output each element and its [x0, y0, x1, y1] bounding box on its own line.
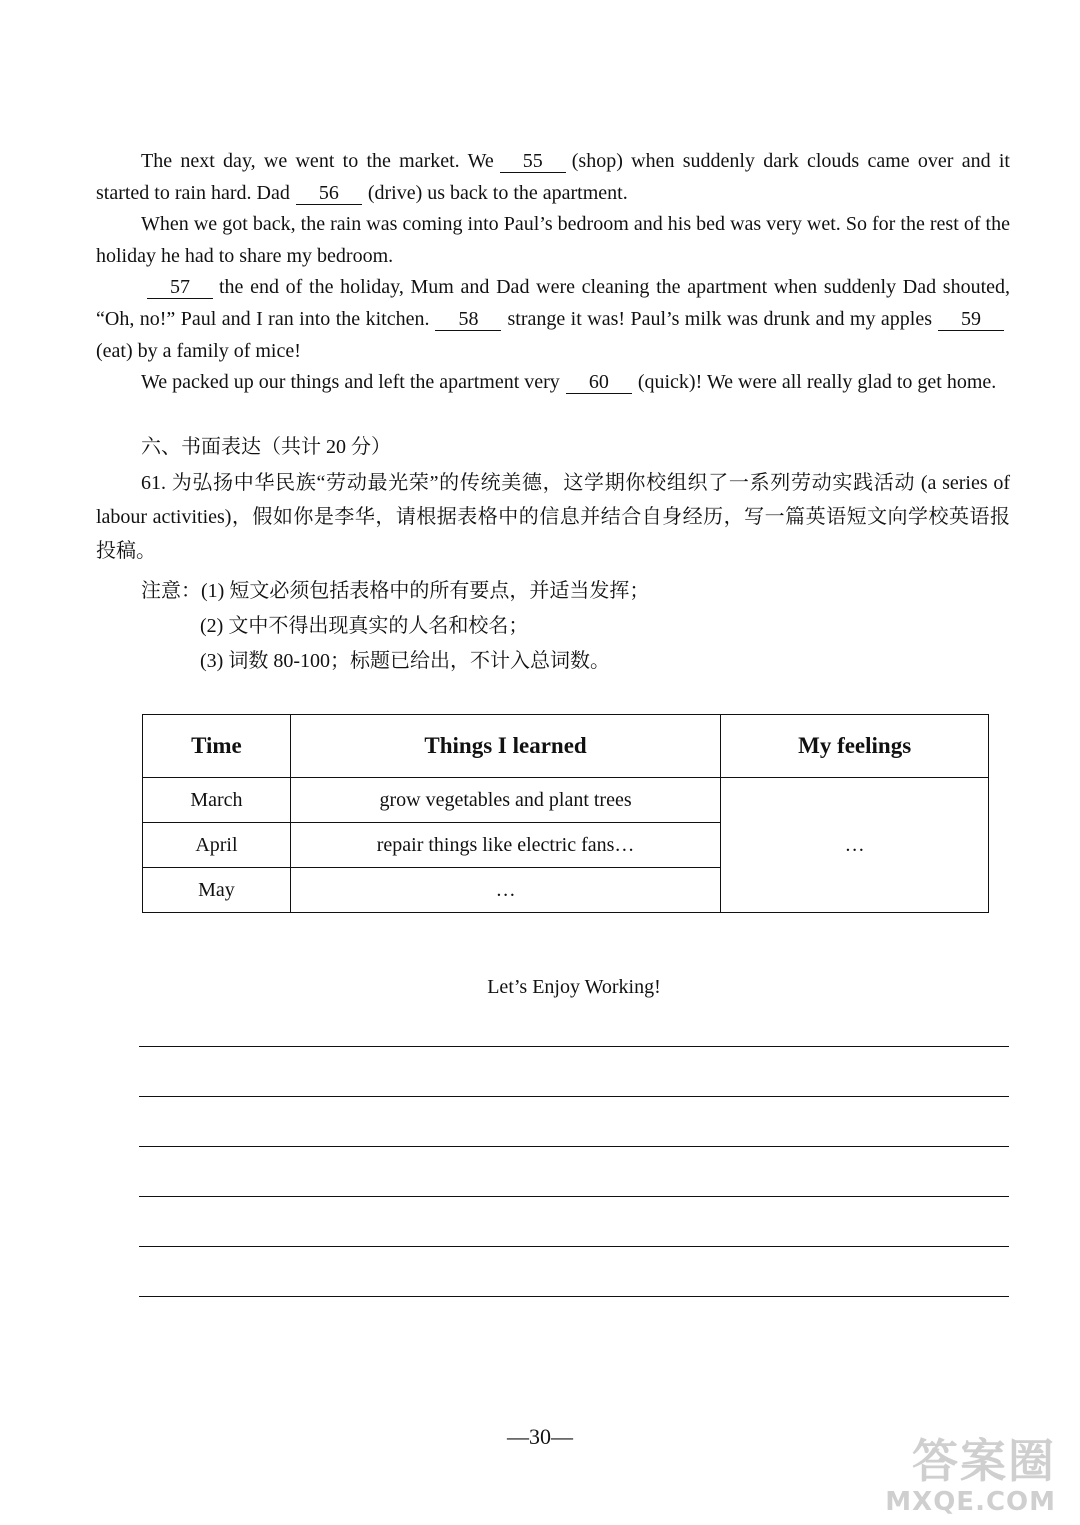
writing-line[interactable]: [139, 1296, 1009, 1297]
writing-line[interactable]: [139, 1046, 1009, 1047]
blank-57[interactable]: 57: [147, 276, 213, 299]
essay-title: Let’s Enjoy Working!: [487, 976, 661, 998]
header-my-feelings: My feelings: [721, 715, 989, 778]
section-heading: 六、书面表达（共计 20 分）: [141, 436, 391, 458]
watermark-bottom: MXQE.COM: [885, 1487, 1056, 1517]
task-instruction: 61. 为弘扬中华民族“劳动最光荣”的传统美德，这学期你校组织了一系列劳动实践活动 (a series of labour activities)，假如你是李华，请根据表格中的信息并结合自身经历，写一篇英语短文向学校英语报投稿。: [96, 472, 1010, 562]
note-3: (3) 词数 80-100；标题已给出，不计入总词数。: [200, 650, 610, 672]
blank-55[interactable]: 55: [500, 150, 566, 173]
blank-60[interactable]: 60: [566, 371, 632, 394]
writing-line[interactable]: [139, 1246, 1009, 1247]
note-2: (2) 文中不得出现真实的人名和校名；: [200, 615, 529, 637]
passage-paragraph-4: We packed up our things and left the apartment very 60 (quick)! We were all really glad to get home.: [141, 371, 997, 393]
table-row: [143, 778, 989, 823]
table-header-row: [143, 715, 989, 778]
writing-line[interactable]: [139, 1196, 1009, 1197]
header-things-learned: Things I learned: [290, 715, 720, 778]
cell-thing: grow vegetables and plant trees: [290, 778, 720, 823]
passage-paragraph-3: 57 the end of the holiday, Mum and Dad were cleaning the apartment when suddenly Dad shouted, “Oh, no!” Paul and I ran into the kitchen. 58 strange it was! Paul’s milk was drunk and my apples 59(eat) by a family of mice!: [96, 276, 1010, 362]
cell-time: March: [143, 778, 291, 823]
writing-line[interactable]: [139, 1146, 1009, 1147]
passage-paragraph-2: When we got back, the rain was coming into Paul’s bedroom and his bed was very wet. So for the rest of the holiday he had to share my bedroom.: [96, 213, 1010, 267]
passage-paragraph-1: The next day, we went to the market. We 55 (shop) when suddenly dark clouds came over and it started to rain hard. Dad 56 (drive) us back to the apartment.: [96, 150, 1010, 204]
blank-59[interactable]: 59: [938, 308, 1004, 331]
activity-table: [142, 714, 989, 913]
cell-feelings: …: [721, 778, 989, 913]
cell-time: April: [143, 823, 291, 868]
note-1: 注意：(1) 短文必须包括表格中的所有要点，并适当发挥；: [141, 580, 650, 602]
page-number: —30—: [507, 1424, 573, 1449]
cell-thing: repair things like electric fans…: [290, 823, 720, 868]
watermark-logo: [885, 1435, 1056, 1517]
writing-line[interactable]: [139, 1096, 1009, 1097]
blank-58[interactable]: 58: [435, 308, 501, 331]
cell-thing: …: [290, 868, 720, 913]
header-time: Time: [143, 715, 291, 778]
cell-time: May: [143, 868, 291, 913]
blank-56[interactable]: 56: [296, 182, 362, 205]
watermark-top: 答案圈: [912, 1434, 1056, 1488]
